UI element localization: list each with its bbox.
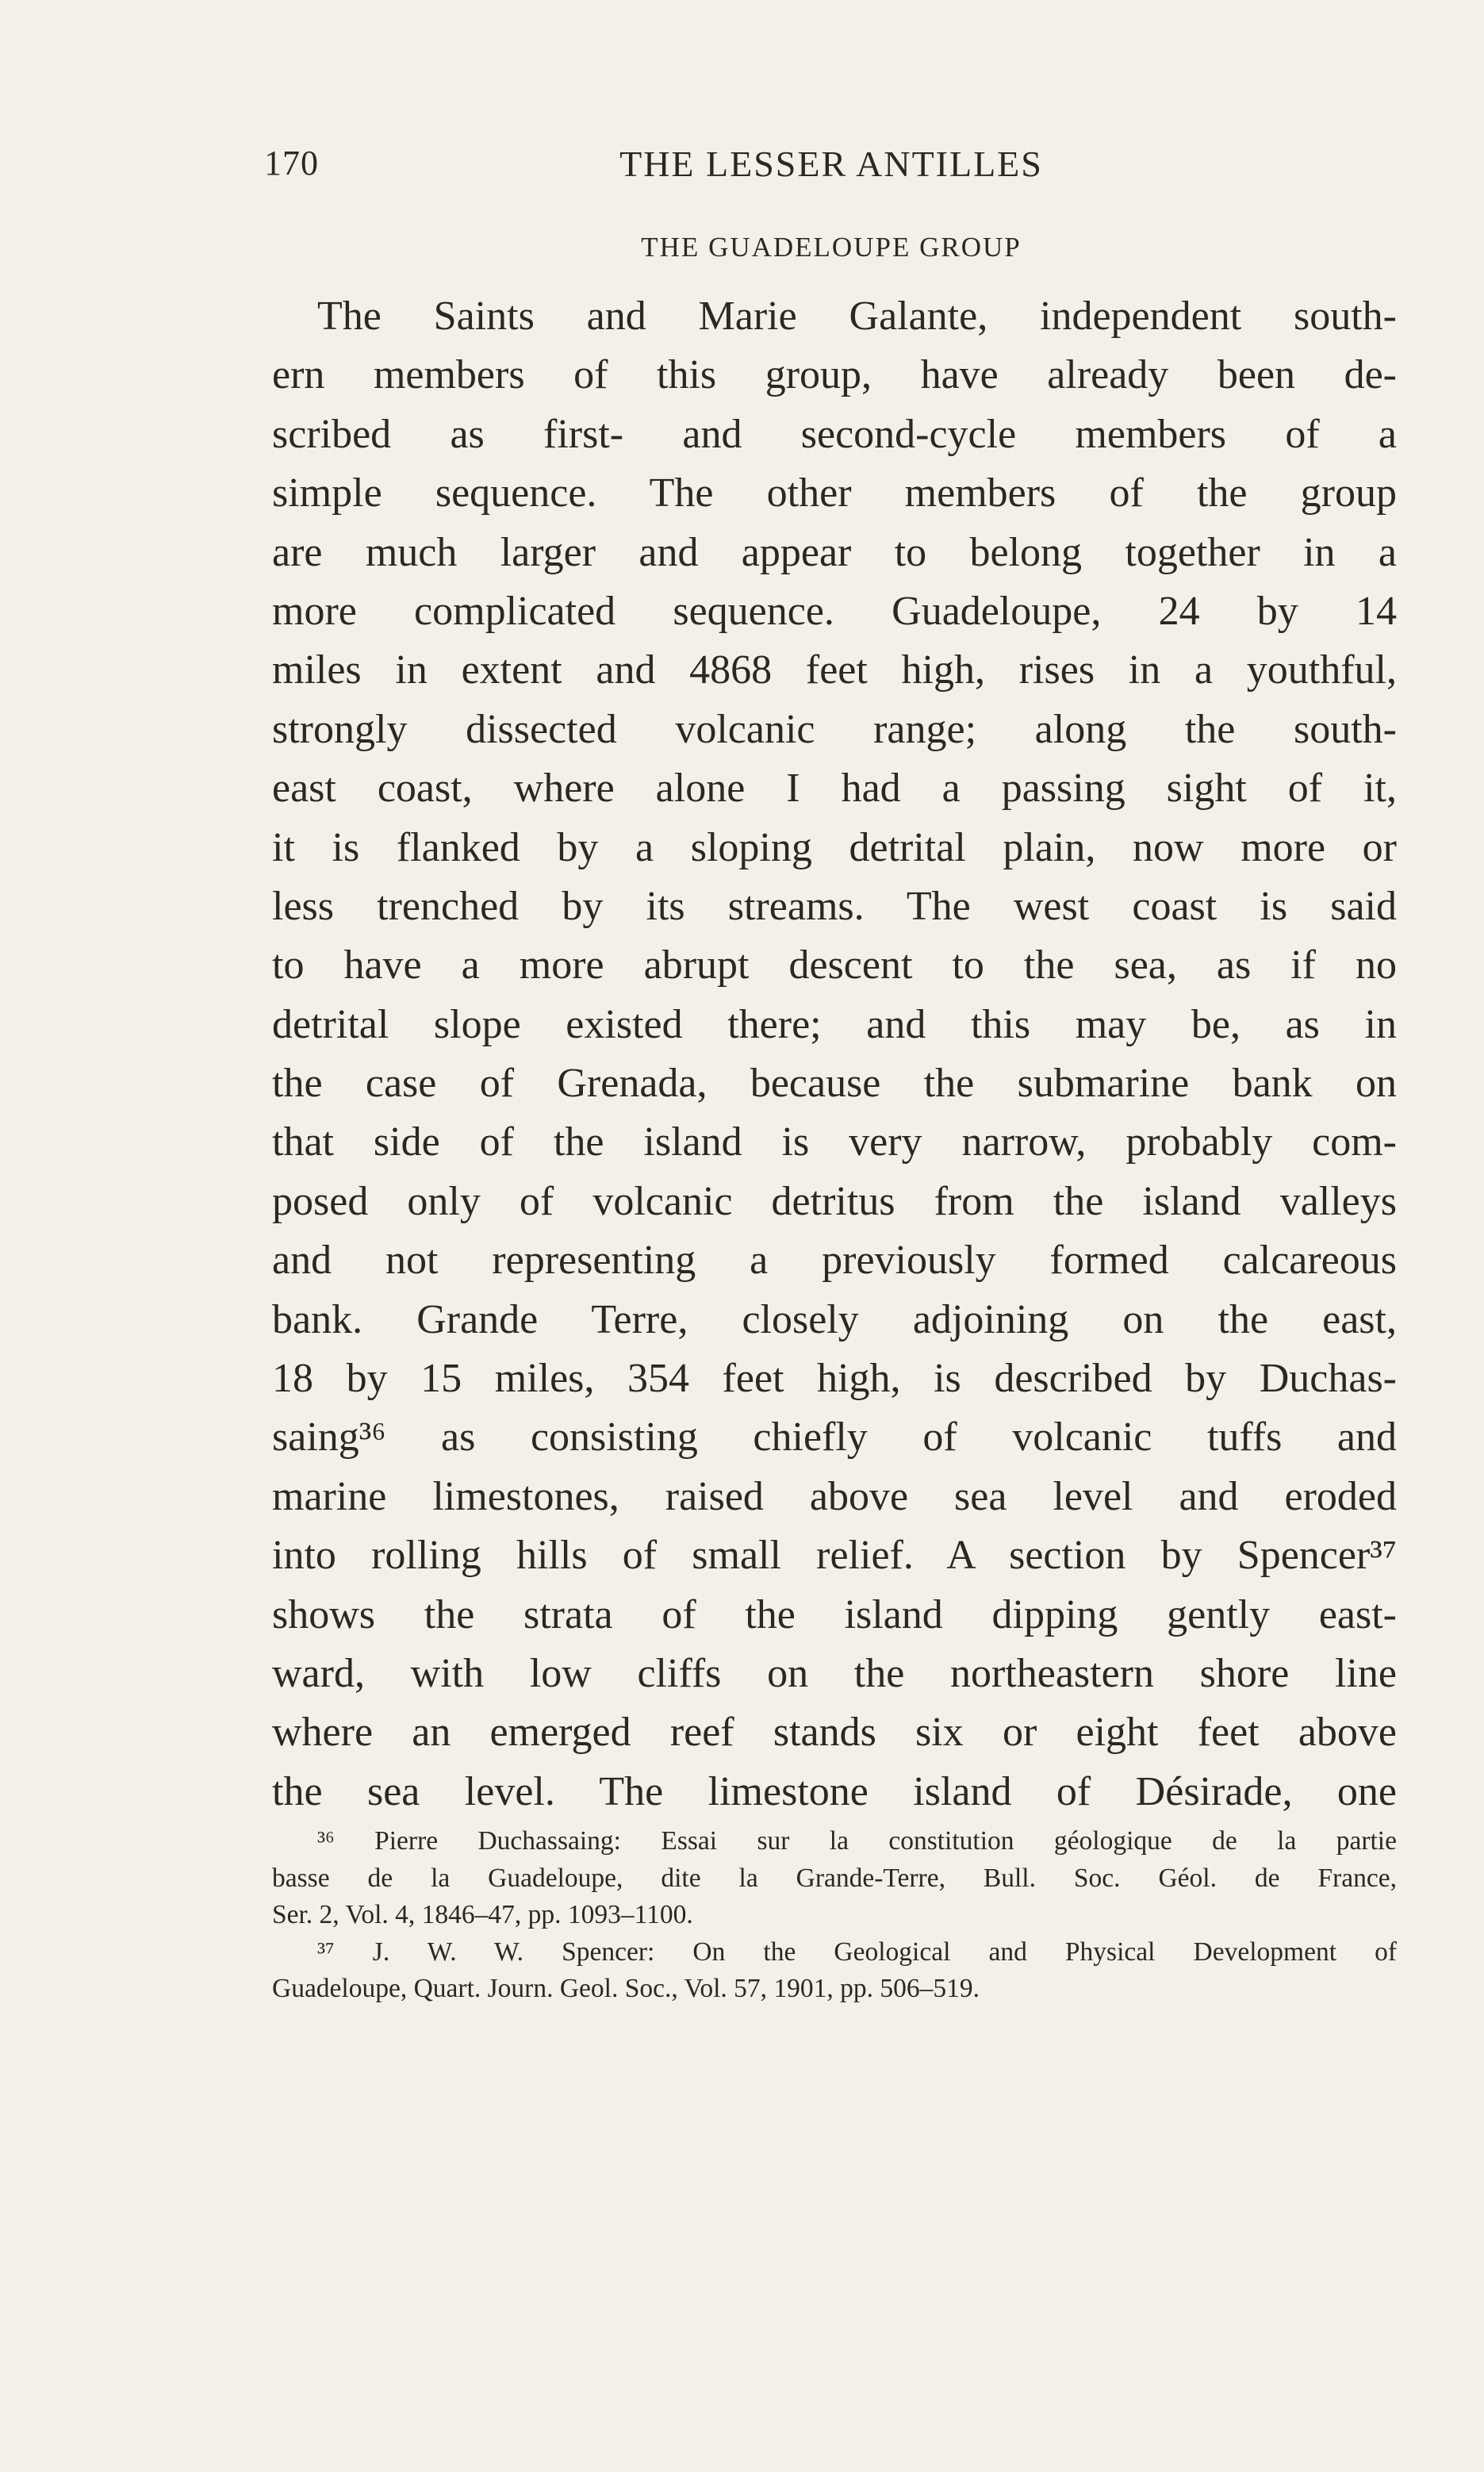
body-line: and not representing a previously formed calcareous [272, 1238, 1397, 1284]
running-head: THE LESSER ANTILLES [619, 144, 1043, 184]
body-line: into rolling hills of small relief. A section by Spencer³⁷ [272, 1533, 1397, 1579]
body-line: ward, with low cliffs on the northeastern shore line [272, 1650, 1397, 1696]
footnotes [272, 1823, 1397, 2008]
body-line: The Saints and Marie Galante, independent south- [317, 294, 1397, 339]
page-header [264, 143, 1398, 198]
body-line: where an emerged reef stands six or eight feet above [272, 1710, 1397, 1756]
body-line: saing³⁶ as consisting chiefly of volcanic tuffs and [272, 1414, 1397, 1461]
body-line: ern members of this group, have already been de- [272, 352, 1397, 398]
body-line: detrital slope existed there; and this may be, as in [272, 1001, 1397, 1047]
body-line: posed only of volcanic detritus from the island valleys [272, 1178, 1397, 1224]
footnote-line: basse de la Guadeloupe, dite la Grande-Terre, Bull. Soc. Géol. de France, [272, 1863, 1397, 1893]
body-line: strongly dissected volcanic range; along the south- [272, 706, 1397, 752]
body-line: it is flanked by a sloping detrital plain, now more or [272, 824, 1397, 870]
body-line: scribed as first- and second-cycle members of a [272, 411, 1397, 457]
body-line: east coast, where alone I had a passing sight of it, [272, 766, 1397, 812]
footnote-line: ³⁶ Pierre Duchassaing: Essai sur la constitution géologique de la partie [317, 1826, 1397, 1856]
page-number: 170 [264, 144, 319, 182]
body-line: more complicated sequence. Guadeloupe, 24 by 14 [272, 588, 1397, 634]
body-line: less trenched by its streams. The west coast is said [272, 883, 1397, 929]
body-paragraph [272, 287, 1397, 1821]
footnote-line: Ser. 2, Vol. 4, 1846–47, pp. 1093–1100. [272, 1900, 693, 1929]
footnote-line: Guadeloupe, Quart. Journ. Geol. Soc., Vol. 57, 1901, pp. 506–519. [272, 1974, 980, 2003]
body-line: the case of Grenada, because the submarine bank on [272, 1061, 1397, 1107]
body-line: simple sequence. The other members of the group [272, 470, 1397, 516]
body-line: 18 by 15 miles, 354 feet high, is described by Duchas- [272, 1356, 1397, 1402]
body-line: miles in extent and 4868 feet high, rises in a youthful, [272, 647, 1397, 693]
body-line: the sea level. The limestone island of Désirade, one [272, 1768, 1397, 1814]
body-line: bank. Grande Terre, closely adjoining on the east, [272, 1296, 1397, 1342]
body-line: that side of the island is very narrow, probably com- [272, 1119, 1397, 1165]
section-title: THE GUADELOUPE GROUP [641, 232, 1022, 263]
footnote-line: ³⁷ J. W. W. Spencer: On the Geological and Physical Development of [317, 1937, 1397, 1967]
body-line: are much larger and appear to belong together in a [272, 529, 1397, 575]
body-line: to have a more abrupt descent to the sea, as if no [272, 942, 1397, 988]
body-line: marine limestones, raised above sea level and eroded [272, 1473, 1397, 1519]
body-line: shows the strata of the island dipping gently east- [272, 1591, 1397, 1637]
